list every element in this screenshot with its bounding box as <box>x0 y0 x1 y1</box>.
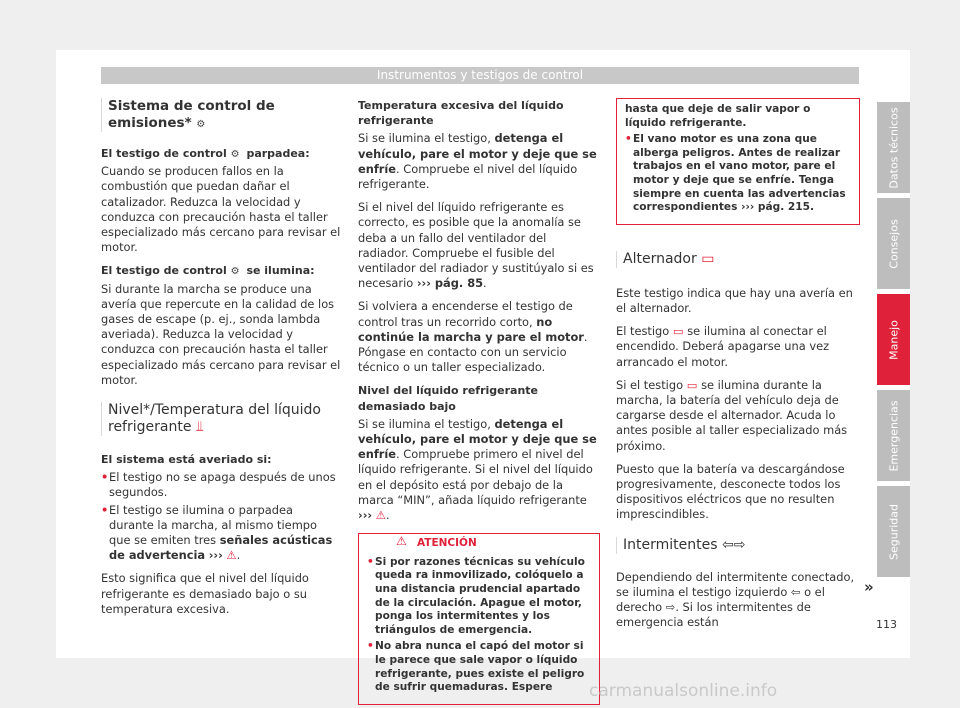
paragraph: Puesto que la batería va descargándose progresivamente, desconecte todos los dispositivos eléctricos que no resulten imprescindibles. <box>616 461 845 522</box>
cross-reference-link[interactable]: ››› <box>358 508 373 523</box>
paragraph: Si durante la marcha se produce una avería que repercute en la calidad de los gases de escape (p. ej., sonda lambda averiada). Reduzca la velocidad y conduzca con precaución hasta el taller especializado más cercano para revisar el motor. <box>101 281 341 387</box>
paragraph: Si se ilumina el testigo, detenga el vehículo, pare el motor y deje que se enfríe. Compruebe el nivel del líquido refrigerante. <box>358 131 597 192</box>
warning-body <box>359 554 599 704</box>
section-title-coolant: Nivel*/Temperatura del líquido refrigerante ⫫ <box>101 402 341 436</box>
subheading-system-fault: El sistema está averiado si: <box>101 453 272 467</box>
turn-left-icon: ⇦ <box>721 536 734 553</box>
cross-reference-link[interactable]: ››› <box>208 548 223 563</box>
warning-triangle-icon: ⚠ <box>375 508 386 523</box>
column-1 <box>101 98 341 625</box>
page-reference-link[interactable]: ››› pág. 215 <box>741 201 811 214</box>
section-title-turn-signals: Intermitentes ⇦⇨ <box>616 537 860 554</box>
turn-right-icon: ⇨ <box>733 536 746 553</box>
subheading-blinks: El testigo de control ⚙ parpadea: <box>101 147 310 160</box>
warning-box <box>358 533 600 705</box>
coolant-temperature-icon: ⫫ <box>195 419 204 436</box>
section-title-emissions: Sistema de control de emisiones* ⚙ <box>101 98 341 132</box>
paragraph: Cuando se producen fallos en la combustión que puedan dañar el catalizador. Reduzca la velocidad y conduzca con precaución hasta el taller especializado más cercano para revisar el motor. <box>101 164 341 255</box>
tab-datos-tecnicos[interactable]: Datos técnicos <box>877 102 910 193</box>
engine-warning-icon: ⚙ <box>196 119 206 130</box>
warning-triangle-icon: ⚠ <box>396 534 407 549</box>
paragraph: Esto significa que el nivel del líquido refrigerante es demasiado bajo o su temperatura excesiva. <box>101 571 309 616</box>
subheading-overheat: Temperatura excesiva del líquido refrigerante <box>358 99 564 128</box>
paragraph: Si se ilumina el testigo, detenga el vehículo, pare el motor y deje que se enfríe. Compruebe primero el nivel del líquido refrigerante. Si el nivel del líquido en el depósito está por debajo de la marca “MIN”, añada líquido refrigerante ››› ⚠. <box>358 416 597 523</box>
continue-marker: » <box>864 578 874 596</box>
turn-right-icon: ⇨ <box>665 600 676 614</box>
paragraph: Si el testigo ▭ se ilumina durante la marcha, la batería del vehículo deja de cargarse desde el alternador. Acuda lo antes posible al taller especializado más próximo. <box>616 377 848 453</box>
subheading-low-coolant: Nivel del líquido refrigerante demasiado bajo <box>358 384 539 413</box>
tab-seguridad[interactable]: Seguridad <box>877 486 910 577</box>
tab-manejo[interactable]: Manejo <box>877 294 910 385</box>
engine-warning-icon: ⚙ <box>230 266 240 278</box>
warning-triangle-icon: ⚠ <box>226 548 237 563</box>
battery-icon: ▭ <box>672 324 684 339</box>
chapter-header: Instrumentos y testigos de control <box>101 67 859 84</box>
tab-consejos[interactable]: Consejos <box>877 198 910 289</box>
section-title-alternator: Alternador ▭ <box>616 251 860 268</box>
tab-emergencias[interactable]: Emergencias <box>877 390 910 481</box>
fault-list <box>101 470 341 563</box>
list-item: • El testigo no se apaga después de unos segundos. <box>101 470 336 500</box>
warning-item: • Si por razones técnicas su vehículo queda ra inmovilizado, colóquelo a una distancia prudencial apartado de la circulación. Apague el motor, ponga los intermitentes y los triángulos de emergencia. <box>367 555 585 636</box>
column-2 <box>358 98 600 705</box>
list-item: • El testigo se ilumina o parpadea durante la marcha, al mismo tiempo que se emiten tres señales acústicas de advertencia ››› ⚠. <box>101 502 333 563</box>
watermark: carmanualsonline.info <box>589 681 778 701</box>
turn-left-icon: ⇦ <box>790 584 801 599</box>
warning-box-continued <box>616 98 860 225</box>
warning-header: ⚠ ATENCIÓN <box>396 534 477 550</box>
battery-icon: ▭ <box>686 377 698 392</box>
paragraph: El testigo ▭ se ilumina al conectar el encendido. Deberá apagarse una vez arrancado el motor. <box>616 324 830 369</box>
paragraph: Si volviera a encenderse el testigo de control tras un recorrido corto, no continúe la marcha y pare el motor. Póngase en contacto con un servicio técnico o un taller especializado. <box>358 299 588 375</box>
warning-item: hasta que deje de salir vapor o líquido refrigerante. <box>625 103 811 129</box>
subheading-lights: El testigo de control ⚙ se ilumina: <box>101 264 315 278</box>
warning-item: • El vano motor es una zona que alberga peligros. Antes de realizar trabajos en el vano motor, pare el motor y deje que se enfríe. Tenga siempre en cuenta las advertencias correspondientes ››› pág. 215. <box>625 133 846 214</box>
paragraph: Este testigo indica que hay una avería en el alternador. <box>616 285 853 315</box>
warning-item: • No abra nunca el capó del motor si le parece que sale vapor o líquido refrigerante, pues existe el peligro de sufrir quemaduras. Espere <box>367 640 585 694</box>
paragraph: Si el nivel del líquido refrigerante es correcto, es posible que la anomalía se deba a un fallo del ventilador del radiador. Compruebe el fusible del ventilador del radiador y sustitúyalo si es necesario ››› pág. 85. <box>358 200 594 291</box>
page-number: 113 <box>876 618 897 631</box>
paragraph: Dependiendo del intermitente conectado, se ilumina el testigo izquierdo ⇦ o el derecho ⇨. Si los intermitentes de emergencia están <box>616 569 855 630</box>
engine-warning-icon: ⚙ <box>230 149 240 160</box>
battery-icon: ▭ <box>701 250 715 267</box>
page-reference-link[interactable]: ››› pág. 85 <box>416 276 484 291</box>
column-3 <box>616 98 860 638</box>
